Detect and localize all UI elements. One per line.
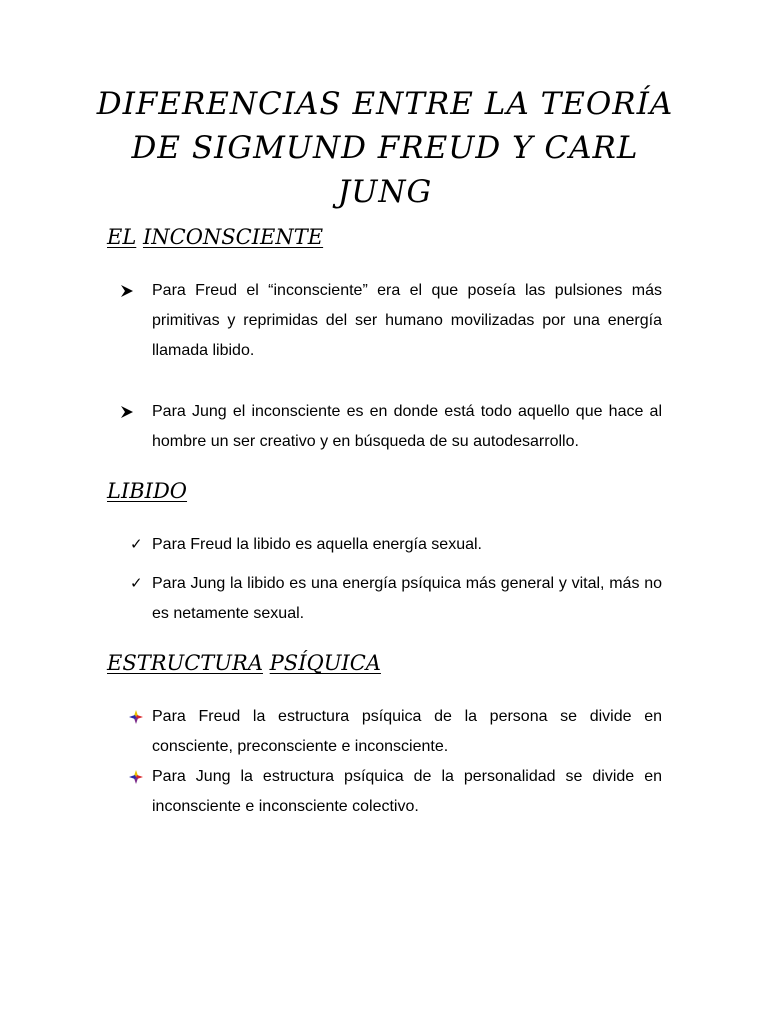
- arrowhead-bullet-icon: [120, 406, 134, 418]
- heading-word: LIBIDO: [107, 479, 188, 503]
- checkmark-bullet-icon: ✓: [130, 535, 143, 553]
- list-item-text: Para Freud la estructura psíquica de la persona se divide en consciente, preconsciente e inconsciente.: [152, 708, 662, 755]
- four-color-diamond-bullet-icon: [128, 769, 144, 785]
- heading-word: EL: [107, 225, 137, 249]
- list-item: [152, 397, 662, 457]
- list-item-text: Para Jung la estructura psíquica de la personalidad se divide en inconsciente e inconsciente colectivo.: [152, 768, 662, 815]
- four-color-diamond-bullet-icon: [128, 709, 144, 725]
- section-heading-inconsciente: [107, 224, 323, 250]
- list-item: [152, 276, 662, 366]
- section-heading-estructura-psiquica: [107, 650, 381, 676]
- list-item-text: Para Jung el inconsciente es en donde está todo aquello que hace al hombre un ser creativo y en búsqueda de su autodesarrollo.: [152, 403, 662, 450]
- list-item: [152, 762, 662, 822]
- list-item-text: Para Freud el “inconsciente” era el que poseía las pulsiones más primitivas y reprimidas del ser humano movilizadas por una energía llamada libido.: [152, 282, 662, 359]
- heading-word: INCONSCIENTE: [142, 225, 324, 249]
- checkmark-bullet-icon: ✓: [130, 574, 143, 592]
- list-item: [130, 530, 662, 560]
- heading-word: PSÍQUICA: [269, 651, 381, 675]
- heading-word: ESTRUCTURA: [107, 651, 263, 675]
- list-item: [152, 702, 662, 762]
- arrowhead-bullet-icon: [120, 285, 134, 297]
- list-item-text: Para Jung la libido es una energía psíquica más general y vital, más no es netamente sexual.: [152, 575, 662, 622]
- list-item-text: Para Freud la libido es aquella energía sexual.: [152, 536, 482, 553]
- section-heading-libido: [107, 478, 187, 504]
- document-title: DIFERENCIAS ENTRE LA TEORÍA DE SIGMUND FREUD Y CARL JUNG: [96, 86, 674, 210]
- list-item: [130, 569, 662, 629]
